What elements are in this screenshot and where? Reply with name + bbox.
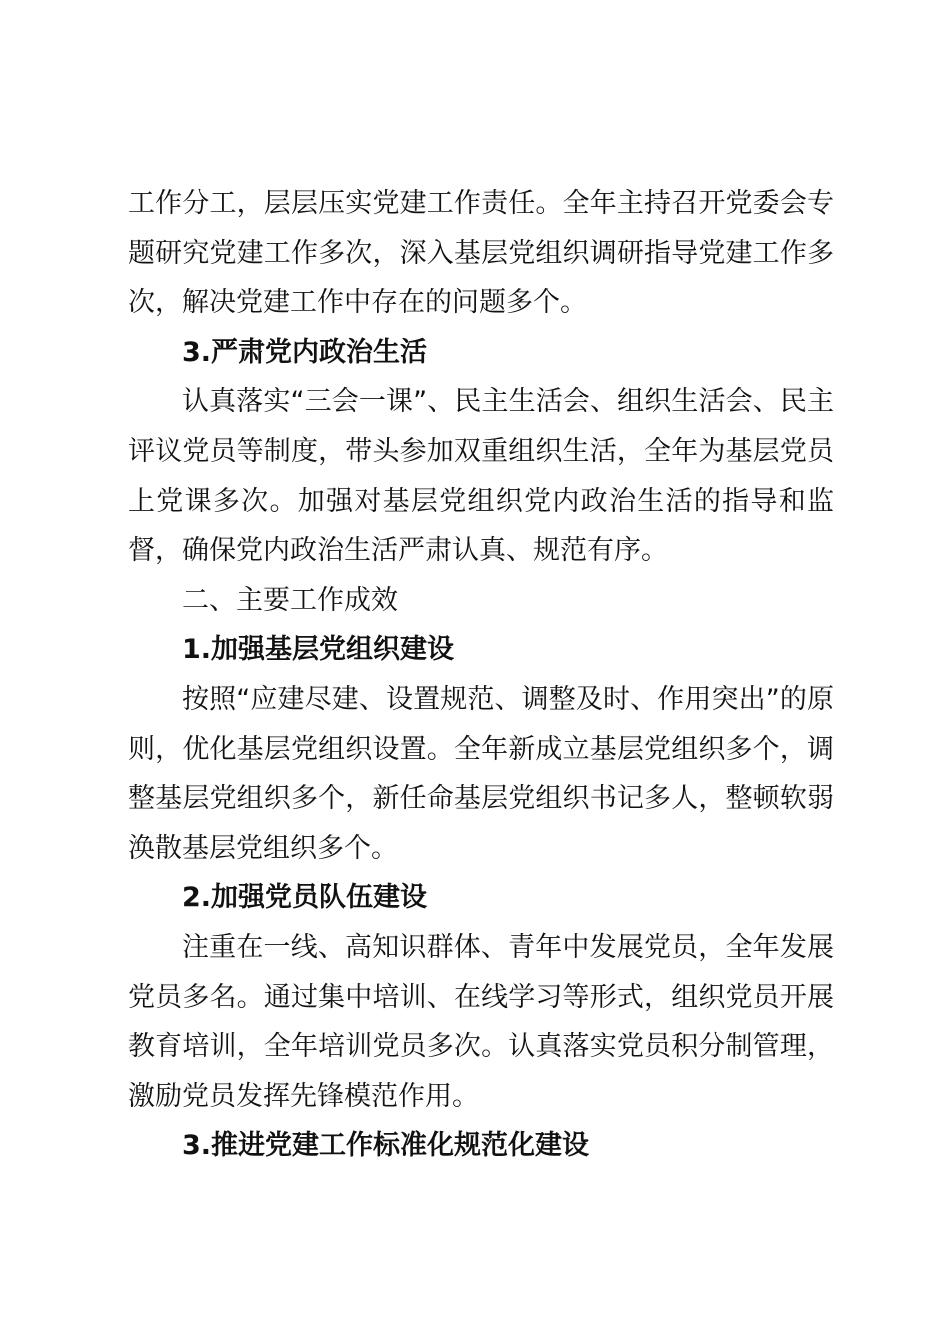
heading-2-party-member-team: 2.加强党员队伍建设: [182, 882, 428, 914]
body-paragraph-1: 工作分工，层层压实党建工作责任。全年主持召开党委会专题研究党建工作多次，深入基层党组织调研指导党建工作多次，解决党建工作中存在的问题多个。: [128, 188, 834, 319]
heading-3-standardization: 3.推进党建工作标准化规范化建设: [182, 1130, 590, 1162]
heading-1-grassroots-organization: 1.加强基层党组织建设: [182, 634, 455, 666]
section-title-main-results: 二、主要工作成效: [182, 584, 398, 616]
body-paragraph-3: 按照“应建尽建、设置规范、调整及时、作用突出”的原则，优化基层党组织设置。全年新成立基层党组织多个，调整基层党组织多个，新任命基层党组织书记多人，整顿软弱涣散基层党组织多个。: [128, 683, 834, 864]
body-paragraph-4: 注重在一线、高知识群体、青年中发展党员，全年发展党员多名。通过集中培训、在线学习等形式，组织党员开展教育培训，全年培训党员多次。认真落实党员积分制管理，激励党员发挥先锋模范作用。: [128, 931, 834, 1112]
body-paragraph-2: 认真落实“三会一课”、民主生活会、组织生活会、民主评议党员等制度，带头参加双重组织生活，全年为基层党员上党课多次。加强对基层党组织党内政治生活的指导和监督，确保党内政治生活严肃认真、规范有序。: [128, 386, 834, 567]
heading-3-political-life: 3.严肃党内政治生活: [182, 336, 428, 368]
document-page: [128, 179, 834, 1171]
